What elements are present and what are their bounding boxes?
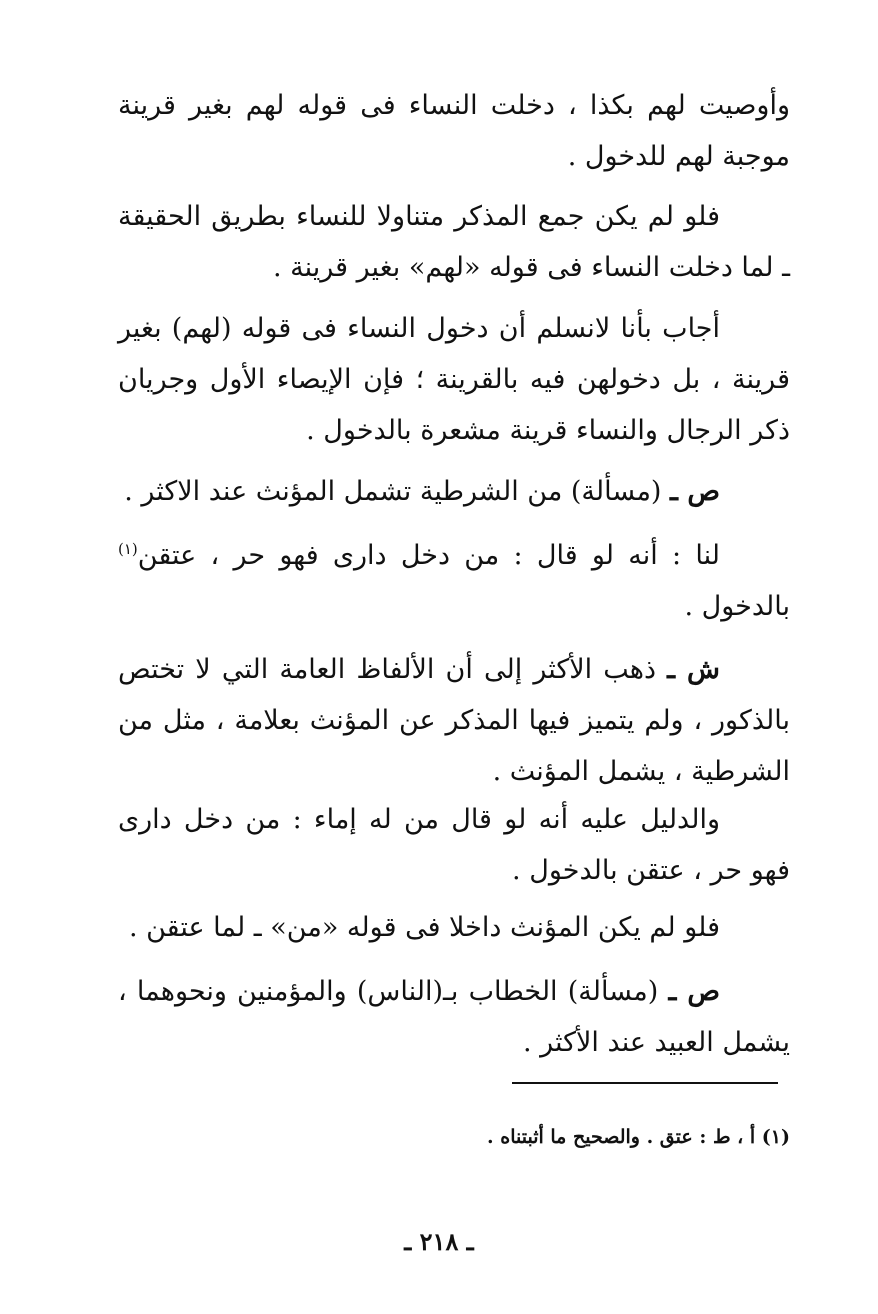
paragraph-6-text: ذهب الأكثر إلى أن الألفاظ العامة التي لا تختص بالذكور ، ولم يتميز فيها المذكر عن المؤنث بعلامة ، مثل من الشرطية ، يشمل المؤنث . xyxy=(118,654,790,787)
paragraph-6 xyxy=(118,644,790,797)
shin-label: ش ـ xyxy=(667,654,720,685)
paragraph-7 xyxy=(118,794,790,896)
paragraph-6-content xyxy=(118,644,790,797)
footnote-reference: (١) xyxy=(118,540,138,558)
paragraph-9-text: (مسألة) الخطاب بـ(الناس) والمؤمنين ونحوهما ، يشمل العبيد عند الأكثر . xyxy=(118,976,790,1058)
paragraph-7-text: والدليل عليه أنه لو قال من له إماء : من دخل دارى فهو حر ، عتقن بالدخول . xyxy=(118,804,790,886)
paragraph-4-text: (مسألة) من الشرطية تشمل المؤنث عند الاكثر . xyxy=(124,476,662,507)
paragraph-8 xyxy=(118,902,790,953)
paragraph-5 xyxy=(118,530,790,632)
paragraph-9 xyxy=(118,966,790,1068)
paragraph-5-text-end: بالدخول . xyxy=(684,591,790,622)
paragraph-5-content xyxy=(118,530,790,632)
sad-label: ص ـ xyxy=(670,476,720,507)
sad-label: ص ـ xyxy=(668,976,720,1007)
footnote: (١) أ ، ط : عتق . والصحيح ما أثبتناه . xyxy=(487,1126,790,1148)
paragraph-3-text: أجاب بأنا لانسلم أن دخول النساء فى قوله (لهم) بغير قرينة ، بل دخولهن فيه بالقرينة ؛ فإن الإيصاء الأول وجريان ذكر الرجال والنساء قرينة مشعرة بالدخول . xyxy=(118,313,790,446)
paragraph-2-text: فلو لم يكن جمع المذكر متناولا للنساء بطريق الحقيقة ـ لما دخلت النساء فى قوله «لهم» بغير قرينة . xyxy=(118,201,790,283)
paragraph-5-text: لنا : أنه لو قال : من دخل دارى فهو حر ، عتقن xyxy=(137,540,720,571)
paragraph-4 xyxy=(118,466,790,517)
paragraph-8-text: فلو لم يكن المؤنث داخلا فى قوله «من» ـ لما عتقن . xyxy=(128,912,720,943)
paragraph-4-content xyxy=(118,466,790,517)
paragraph-3 xyxy=(118,303,790,456)
footnote-divider xyxy=(512,1082,778,1084)
page-number: ـ ٢١٨ ـ xyxy=(404,1227,474,1256)
paragraph-1-text: وأوصيت لهم بكذا ، دخلت النساء فى قوله لهم بغير قرينة موجبة لهم للدخول . xyxy=(118,90,790,172)
paragraph-2 xyxy=(118,191,790,293)
paragraph-1 xyxy=(118,80,790,182)
paragraph-9-content xyxy=(118,966,790,1068)
